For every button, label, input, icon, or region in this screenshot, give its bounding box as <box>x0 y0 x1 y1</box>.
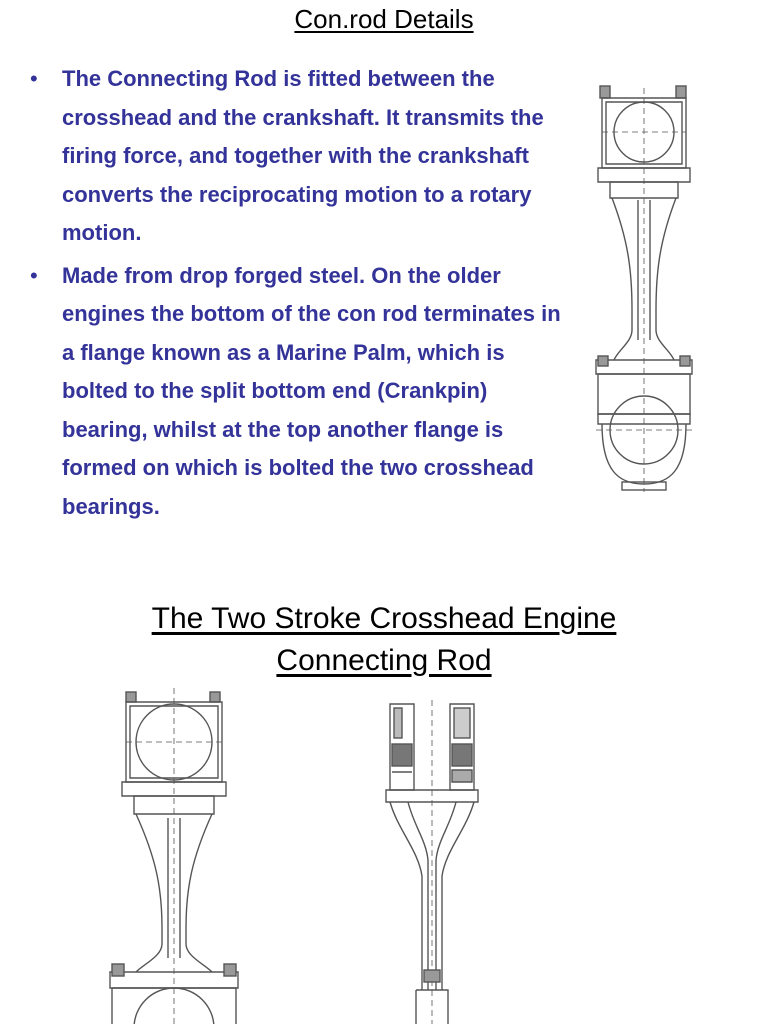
slide2-title-line1: The Two Stroke Crosshead Engine <box>151 602 617 635</box>
slide2-title-line2: Connecting Rod <box>276 644 492 677</box>
slide1-title: Con.rod Details <box>294 4 474 34</box>
connecting-rod-side-drawing <box>378 700 488 1024</box>
slide2-title <box>0 598 768 682</box>
bullet-text: Made from drop forged steel. On the older engines the bottom of the con rod terminates in a flange known as a Marine Palm, which is bolted to the split bottom end (Crankpin) bearing, whilst at the top another flange is formed on which is bolted the two crosshead bearings. <box>62 262 561 519</box>
bullet-symbol: • <box>30 66 38 91</box>
bullet-text: The Connecting Rod is fitted between the crosshead and the crankshaft. It transmits the firing force, and together with the crankshaft converts the reciprocating motion to a rotary motion. <box>62 66 544 245</box>
connecting-rod-drawing <box>100 688 250 1024</box>
bullet-list <box>30 60 575 530</box>
connecting-rod-drawing <box>588 80 700 500</box>
bullet-item <box>30 257 575 527</box>
bullet-symbol: • <box>30 262 38 288</box>
bullet-item <box>30 60 575 253</box>
